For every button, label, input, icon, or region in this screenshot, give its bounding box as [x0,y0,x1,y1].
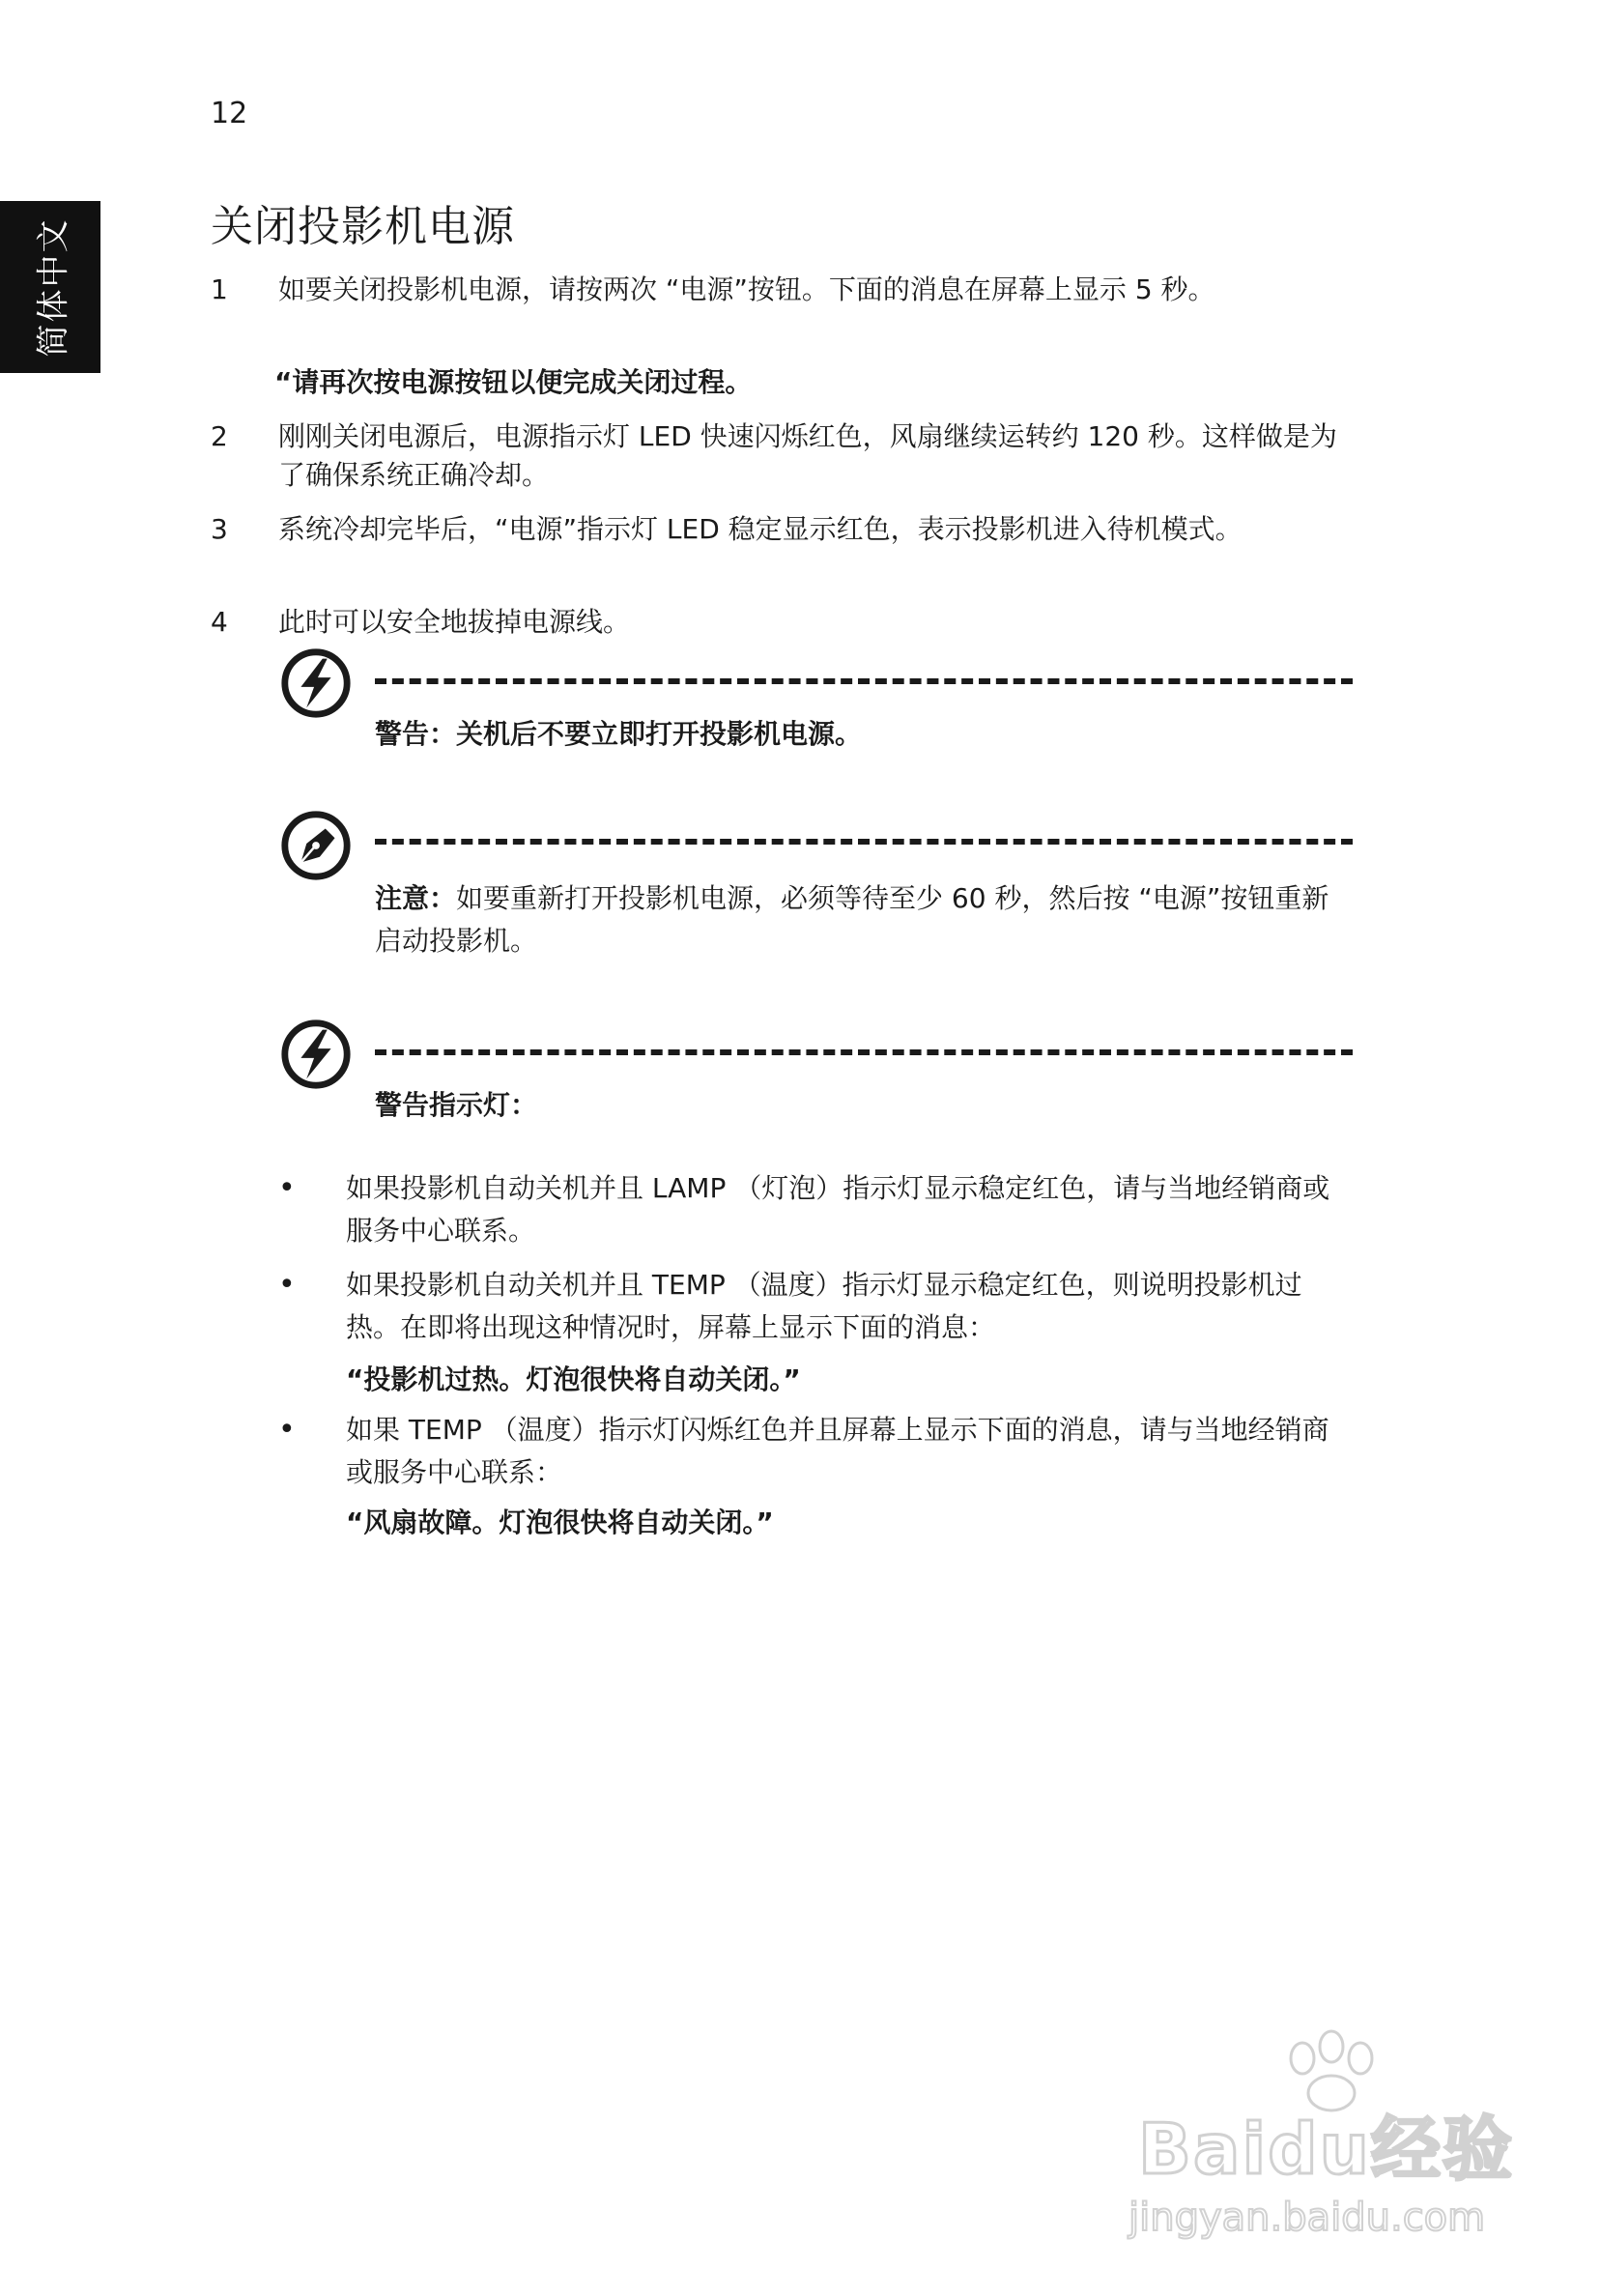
step-number: 3 [211,513,228,545]
step-number: 2 [211,420,228,452]
step-text: 系统冷却完毕后，“电源”指示灯 LED 稳定显示红色，表示投影机进入待机模式。 [278,513,1243,545]
step-item [211,510,1351,588]
warning-indicator-heading: 警告指示灯： [375,1089,538,1121]
bullet-dot: • [278,1171,296,1205]
overheat-message: “投影机过热。灯泡很快将自动关闭。” [346,1363,801,1395]
step-number: 1 [211,273,228,305]
fan-failure-message: “风扇故障。灯泡很快将自动关闭。” [346,1507,774,1538]
step-item [211,271,1351,348]
side-tab-label: 简体中文 [34,217,73,357]
language-side-tab [0,201,100,373]
list-item [278,1167,1351,1252]
step-item [211,417,1351,495]
callout-divider [375,839,1353,845]
callout-divider [375,678,1353,684]
warning-text: 警告：关机后不要立即打开投影机电源。 [375,718,863,750]
watermark-brand: Baidu经验 [1138,2109,1514,2190]
note-label: 注意： [375,882,457,914]
list-item [278,1409,1351,1494]
lightning-warning-icon [278,1017,354,1092]
step-text: 此时可以安全地拔掉电源线。 [278,606,631,638]
page-title: 关闭投影机电源 [211,202,515,251]
callout-divider [375,1049,1353,1055]
step-text: 如要关闭投影机电源，请按两次 “电源”按钮。下面的消息在屏幕上显示 5 秒。 [278,273,1215,305]
note-body: 如要重新打开投影机电源，必须等待至少 60 秒，然后按 “电源”按钮重新启动投影机。 [375,882,1329,957]
bullet-text: 如果 TEMP （温度）指示灯闪烁红色并且屏幕上显示下面的消息，请与当地经销商或服务中心联系： [346,1414,1329,1488]
baidu-watermark [1129,2029,1515,2261]
bullet-dot: • [278,1413,296,1447]
step-text: 刚刚关闭电源后，电源指示灯 LED 快速闪烁红色，风扇继续运转约 120 秒。这样做是为了确保系统正确冷却。 [278,420,1337,491]
bullet-text: 如果投影机自动关机并且 TEMP （温度）指示灯显示稳定红色，则说明投影机过热。在即将出现这种情况时，屏幕上显示下面的消息： [346,1269,1302,1343]
page-number: 12 [211,97,248,130]
note-text [375,877,1341,962]
watermark-url: jingyan.baidu.com [1129,2196,1486,2240]
list-item [278,1264,1351,1349]
bullet-dot: • [278,1268,296,1302]
step-number: 4 [211,606,228,638]
bullet-text: 如果投影机自动关机并且 LAMP （灯泡）指示灯显示稳定红色，请与当地经销商或服务中心联系。 [346,1172,1330,1247]
lightning-warning-icon [278,646,354,721]
step1-message: “请再次按电源按钮以便完成关闭过程。 [274,366,753,398]
pen-nib-note-icon [278,808,354,883]
step-item [211,603,1351,642]
